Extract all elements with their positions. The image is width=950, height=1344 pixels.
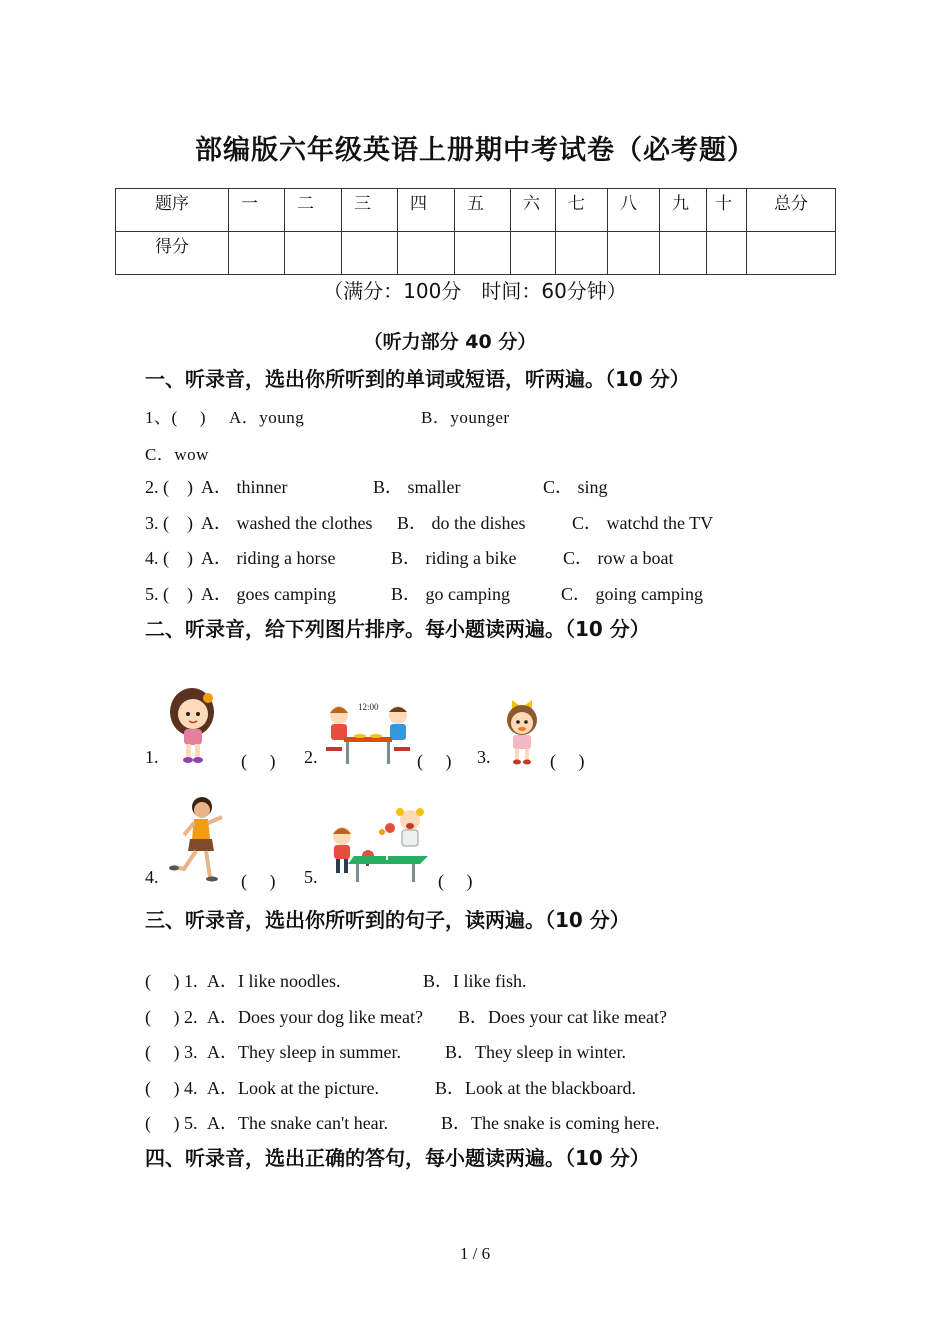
score-table-header-row bbox=[116, 189, 836, 232]
score-table-col-total: 总分 bbox=[747, 189, 836, 232]
s3-q3-option-a[interactable]: A．They sleep in summer. bbox=[207, 1042, 401, 1062]
s1-q2-number: 2. ( ) bbox=[145, 477, 193, 497]
score-cell[interactable] bbox=[455, 232, 511, 275]
score-cell[interactable] bbox=[398, 232, 455, 275]
page-title: 部编版六年级英语上册期中考试卷（必考题） bbox=[195, 135, 755, 166]
score-table-col: 九 bbox=[660, 189, 707, 232]
kids-playing-ping-pong-picture bbox=[324, 804, 436, 884]
s2-blank-2[interactable]: ( ) bbox=[417, 751, 452, 771]
score-cell[interactable] bbox=[342, 232, 398, 275]
s2-blank-1[interactable]: ( ) bbox=[241, 751, 276, 771]
score-table-col: 六 bbox=[511, 189, 556, 232]
s3-q5-number: ( ) 5. bbox=[145, 1113, 198, 1133]
s3-q1-number: ( ) 1. bbox=[145, 971, 198, 991]
s2-label-2: 2. bbox=[304, 747, 318, 767]
score-table-score-row bbox=[116, 232, 836, 275]
s1-q4-option-b[interactable]: B． riding a bike bbox=[391, 548, 517, 568]
s1-q1-option-c[interactable]: C．wow bbox=[145, 445, 209, 464]
s1-q4-number: 4. ( ) bbox=[145, 548, 193, 568]
s1-q5-option-a[interactable]: A． goes camping bbox=[201, 584, 336, 604]
girl-eating-picture bbox=[498, 694, 546, 766]
page-number: 1 / 6 bbox=[459, 1244, 491, 1263]
s1-q2-option-a[interactable]: A． thinner bbox=[201, 477, 288, 497]
s1-q4-option-a[interactable]: A． riding a horse bbox=[201, 548, 336, 568]
s1-q5-number: 5. ( ) bbox=[145, 584, 193, 604]
s3-q1-option-b[interactable]: B．I like fish. bbox=[423, 971, 527, 991]
score-cell[interactable] bbox=[608, 232, 660, 275]
score-table-col: 十 bbox=[707, 189, 747, 232]
s1-q4-option-c[interactable]: C． row a boat bbox=[563, 548, 674, 568]
children-eating-lunch-picture bbox=[322, 697, 414, 767]
s1-q1-option-b[interactable]: B．younger bbox=[421, 408, 510, 427]
s3-q2-option-b[interactable]: B．Does your cat like meat? bbox=[458, 1007, 667, 1027]
section1-heading: 一、听录音，选出你所听到的单词或短语，听两遍。（10 分） bbox=[145, 367, 690, 391]
s3-q1-option-a[interactable]: A．I like noodles. bbox=[207, 971, 341, 991]
score-cell[interactable] bbox=[285, 232, 342, 275]
s1-q3-number: 3. ( ) bbox=[145, 513, 193, 533]
score-table-col: 一 bbox=[229, 189, 285, 232]
girl-walking-picture bbox=[162, 686, 222, 766]
exam-info: （满分：100分 时间：60分钟） bbox=[323, 279, 627, 303]
score-cell[interactable] bbox=[229, 232, 285, 275]
score-table-score-label: 得分 bbox=[116, 232, 229, 275]
score-table-col: 三 bbox=[342, 189, 398, 232]
s2-blank-3[interactable]: ( ) bbox=[550, 751, 585, 771]
s3-q4-option-b[interactable]: B．Look at the blackboard. bbox=[435, 1078, 636, 1098]
score-table-col: 八 bbox=[608, 189, 660, 232]
s1-q5-option-c[interactable]: C． going camping bbox=[561, 584, 703, 604]
score-cell[interactable] bbox=[511, 232, 556, 275]
s3-q5-option-a[interactable]: A．The snake can't hear. bbox=[207, 1113, 389, 1133]
s1-q3-option-c[interactable]: C． watchd the TV bbox=[572, 513, 714, 533]
score-table-col: 五 bbox=[455, 189, 511, 232]
score-table bbox=[115, 188, 836, 275]
s3-q3-number: ( ) 3. bbox=[145, 1042, 198, 1062]
s3-q4-option-a[interactable]: A．Look at the picture. bbox=[207, 1078, 379, 1098]
s2-blank-5[interactable]: ( ) bbox=[438, 871, 473, 891]
s1-q5-option-b[interactable]: B． go camping bbox=[391, 584, 510, 604]
s3-q5-option-b[interactable]: B．The snake is coming here. bbox=[441, 1113, 660, 1133]
s2-label-4: 4. bbox=[145, 867, 159, 887]
score-cell[interactable] bbox=[747, 232, 836, 275]
s1-q2-option-b[interactable]: B． smaller bbox=[373, 477, 461, 497]
score-cell[interactable] bbox=[556, 232, 608, 275]
score-table-col: 七 bbox=[556, 189, 608, 232]
s1-q3-option-b[interactable]: B． do the dishes bbox=[397, 513, 526, 533]
s1-q3-option-a[interactable]: A． washed the clothes bbox=[201, 513, 373, 533]
score-table-col: 四 bbox=[398, 189, 455, 232]
clock-text: 12:00 bbox=[358, 702, 379, 712]
s2-label-3: 3. bbox=[477, 747, 491, 767]
s3-q2-number: ( ) 2. bbox=[145, 1007, 198, 1027]
s3-q4-number: ( ) 4. bbox=[145, 1078, 198, 1098]
s2-blank-4[interactable]: ( ) bbox=[241, 871, 276, 891]
s2-label-5: 5. bbox=[304, 867, 318, 887]
s2-label-1: 1. bbox=[145, 747, 159, 767]
s3-q3-option-b[interactable]: B．They sleep in winter. bbox=[445, 1042, 626, 1062]
section2-heading: 二、听录音，给下列图片排序。每小题读两遍。（10 分） bbox=[145, 617, 650, 641]
score-table-header-label: 题序 bbox=[116, 189, 229, 232]
score-cell[interactable] bbox=[660, 232, 707, 275]
s3-q2-option-a[interactable]: A．Does your dog like meat? bbox=[207, 1007, 423, 1027]
s1-q1-number: 1、( ) bbox=[145, 408, 207, 427]
section3-heading: 三、听录音，选出你所听到的句子，读两遍。（10 分） bbox=[145, 908, 630, 932]
section4-heading: 四、听录音，选出正确的答句，每小题读两遍。（10 分） bbox=[145, 1146, 650, 1170]
score-table-col: 二 bbox=[285, 189, 342, 232]
girl-running-picture bbox=[168, 793, 230, 883]
score-cell[interactable] bbox=[707, 232, 747, 275]
s1-q1-option-a[interactable]: A．young bbox=[229, 408, 305, 427]
listening-header: （听力部分 40 分） bbox=[363, 331, 537, 353]
s1-q2-option-c[interactable]: C． sing bbox=[543, 477, 608, 497]
